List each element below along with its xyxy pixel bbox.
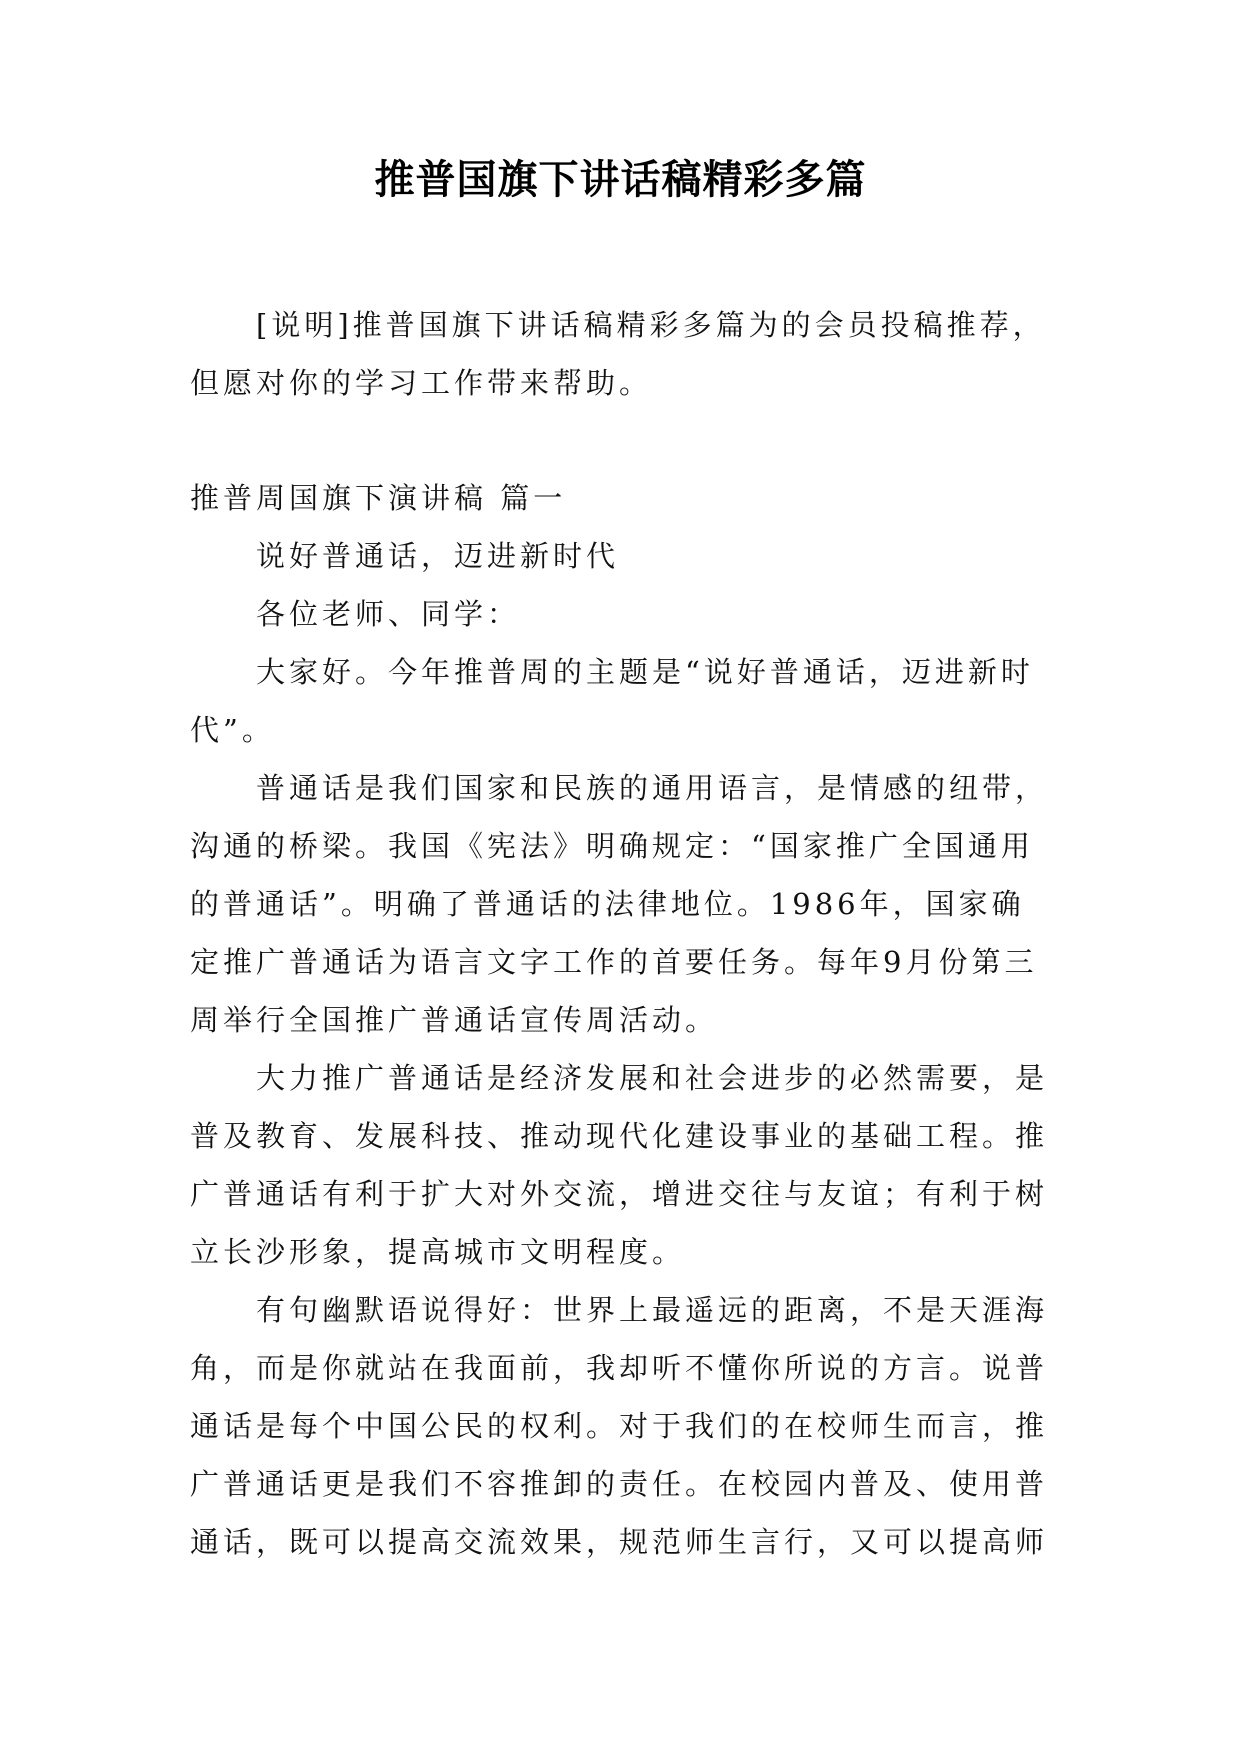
- speech-title: 说好普通话，迈进新时代: [256, 539, 620, 573]
- paragraph-greeting: 大家好。今年推普周的主题是“说好普通话，迈进新时代”。: [190, 655, 1034, 747]
- paragraph-dialect: 有句幽默语说得好：世界上最遥远的距离，不是天涯海角，而是你就站在我面前，我却听不懂你所说的方言。说普通话是每个中国公民的权利。对于我们的在校师生而言，推广普通话更是我们不容推卸的责任。在校园内普及、使用普通话，既可以提高交流效果，规范师生言行，又可以提高师: [190, 1293, 1049, 1559]
- paragraph-importance: 大力推广普通话是经济发展和社会进步的必然需要，是普及教育、发展科技、推动现代化建设事业的基础工程。推广普通话有利于扩大对外交流，增进交往与友谊；有利于树立长沙形象，提高城市文明程度。: [190, 1061, 1049, 1269]
- salutation: 各位老师、同学：: [256, 597, 521, 631]
- intro-paragraph: [说明]推普国旗下讲话稿精彩多篇为的会员投稿推荐，但愿对你的学习工作带来帮助。: [190, 308, 1046, 400]
- paragraph-law: 普通话是我们国家和民族的通用语言，是情感的纽带，沟通的桥梁。我国《宪法》明确规定：“国家推广全国通用的普通话”。明确了普通话的法律地位。1986年，国家确定推广普通话为语言文字工作的首要任务。每年9月份第三周举行全国推广普通话宣传周活动。: [190, 771, 1049, 1037]
- section-heading: 推普周国旗下演讲稿 篇一: [190, 481, 567, 515]
- document-title: 推普国旗下讲话稿精彩多篇: [374, 157, 867, 203]
